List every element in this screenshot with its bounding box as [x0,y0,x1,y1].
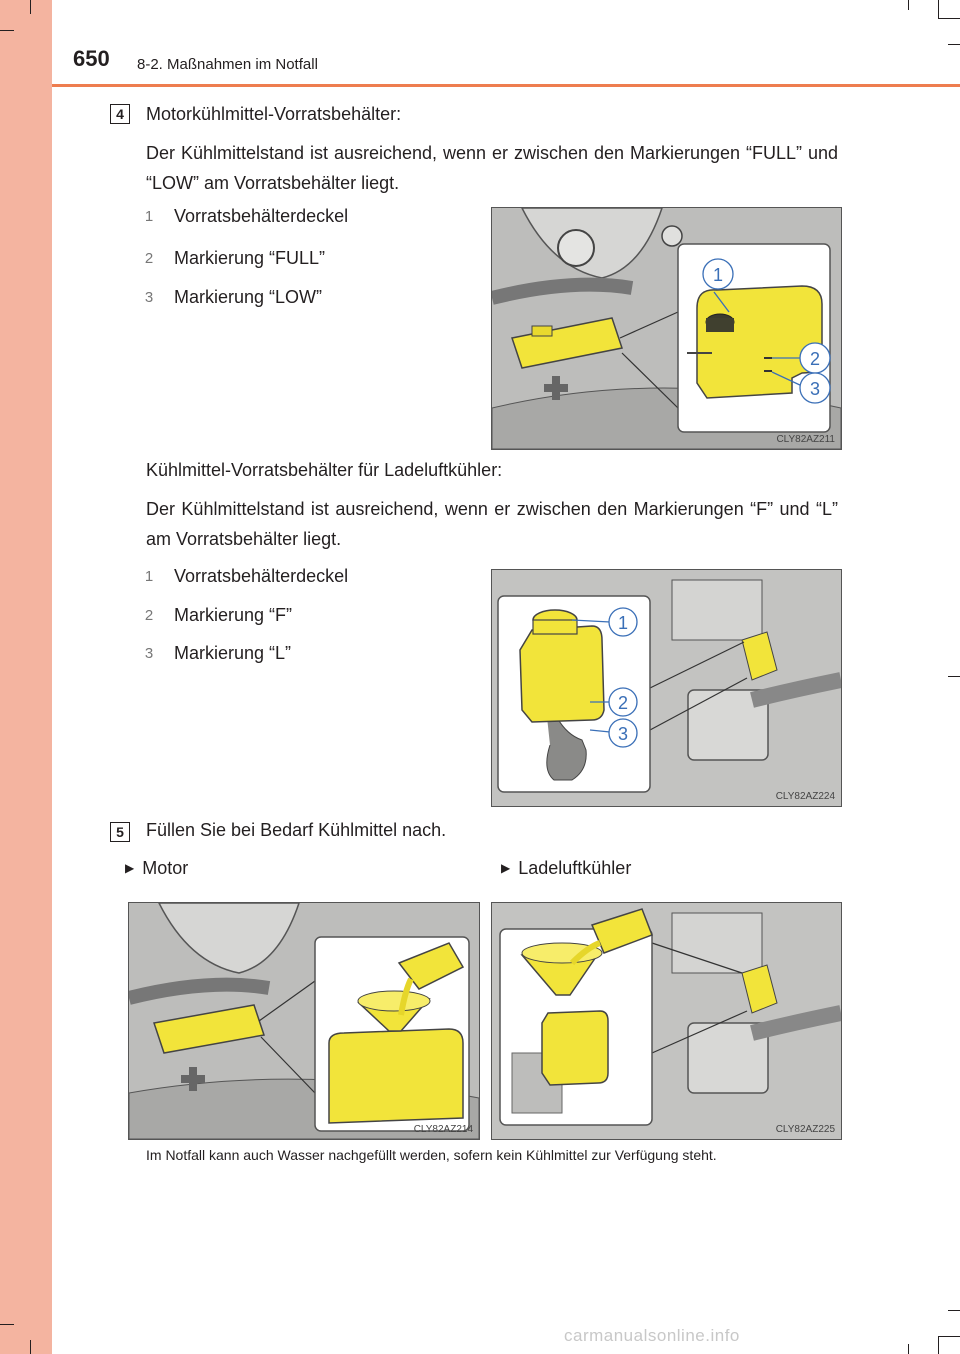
legend-label-full: Markierung “FULL” [174,248,326,268]
triangle-bullet-icon: ▶ [125,861,135,875]
figure-code: CLY82AZ225 [775,1124,835,1135]
crop-mark [948,676,960,677]
callout-1: 1 [617,613,629,633]
crop-mark [0,1324,14,1325]
refill-motor-illustration [129,903,479,1139]
engine-bay-illustration [492,208,841,449]
option-motor-label: Motor [142,858,189,878]
refill-intercooler-coolant-figure [491,902,842,1140]
legend-label-l: Markierung “L” [174,643,292,663]
legend-label-cap: Vorratsbehälterdeckel [174,566,349,586]
figure-code: CLY82AZ211 [776,434,835,445]
legend-number: 3 [138,643,160,665]
intercooler-description: Der Kühlmittelstand ist ausreichend, wenn er zwischen den Markierungen “F” und “L” am Vorratsbehälter liegt. [146,499,838,549]
intercooler-reservoir-figure [491,569,842,807]
callout-3: 3 [809,379,821,399]
crop-mark [30,0,31,14]
header-rule [52,84,960,87]
step-4-description: Der Kühlmittelstand ist ausreichend, wenn er zwischen den Markierungen “FULL” und “LOW” am Vorratsbehälter liegt. [146,143,838,193]
triangle-bullet-icon: ▶ [501,861,511,875]
legend-number: 1 [138,206,160,228]
callout-2: 2 [809,349,821,369]
section-title: 8-2. Maßnahmen im Notfall [137,56,318,73]
watermark: carmanualsonline.info [564,1326,740,1345]
legend-label-f: Markierung “F” [174,605,293,625]
callout-2: 2 [617,693,629,713]
crop-mark [30,1340,31,1354]
crop-mark [938,0,939,18]
refill-intercooler-illustration [492,903,841,1139]
step-4-title: Motorkühlmittel-Vorratsbehälter: [146,104,402,124]
legend-number: 1 [138,566,160,588]
legend-number: 3 [138,287,160,309]
option-motor [125,858,188,879]
crop-mark [938,1336,960,1337]
option-intercooler [501,858,631,879]
option-intercooler-label: Ladeluftkühler [518,858,632,878]
intercooler-title: Kühlmittel-Vorratsbehälter für Ladeluftkühler: [146,460,503,480]
refill-engine-coolant-figure [128,902,480,1140]
legend-number: 2 [138,605,160,627]
legend-label-low: Markierung “LOW” [174,287,323,307]
intercooler-bay-illustration [492,570,841,806]
step-badge-5: 5 [110,822,130,842]
figure-code: CLY82AZ224 [775,791,835,802]
crop-mark [948,44,960,45]
figure-code: CLY82AZ214 [413,1124,473,1135]
crop-mark [908,0,909,10]
crop-mark [938,18,960,19]
step-5-title: Füllen Sie bei Bedarf Kühlmittel nach. [146,820,447,840]
page-number: 650 [73,46,110,71]
crop-mark [948,1310,960,1311]
callout-3: 3 [617,724,629,744]
legend-label-cap: Vorratsbehälterdeckel [174,206,349,226]
crop-mark [0,30,14,31]
engine-coolant-reservoir-figure [491,207,842,450]
step-badge-4: 4 [110,104,130,124]
chapter-sidebar [0,0,52,1354]
legend-number: 2 [138,248,160,270]
crop-mark [938,1336,939,1354]
crop-mark [908,1344,909,1354]
emergency-note: Im Notfall kann auch Wasser nachgefüllt werden, sofern kein Kühlmittel zur Verfügung steht. [146,1147,717,1163]
callout-1: 1 [712,265,724,285]
